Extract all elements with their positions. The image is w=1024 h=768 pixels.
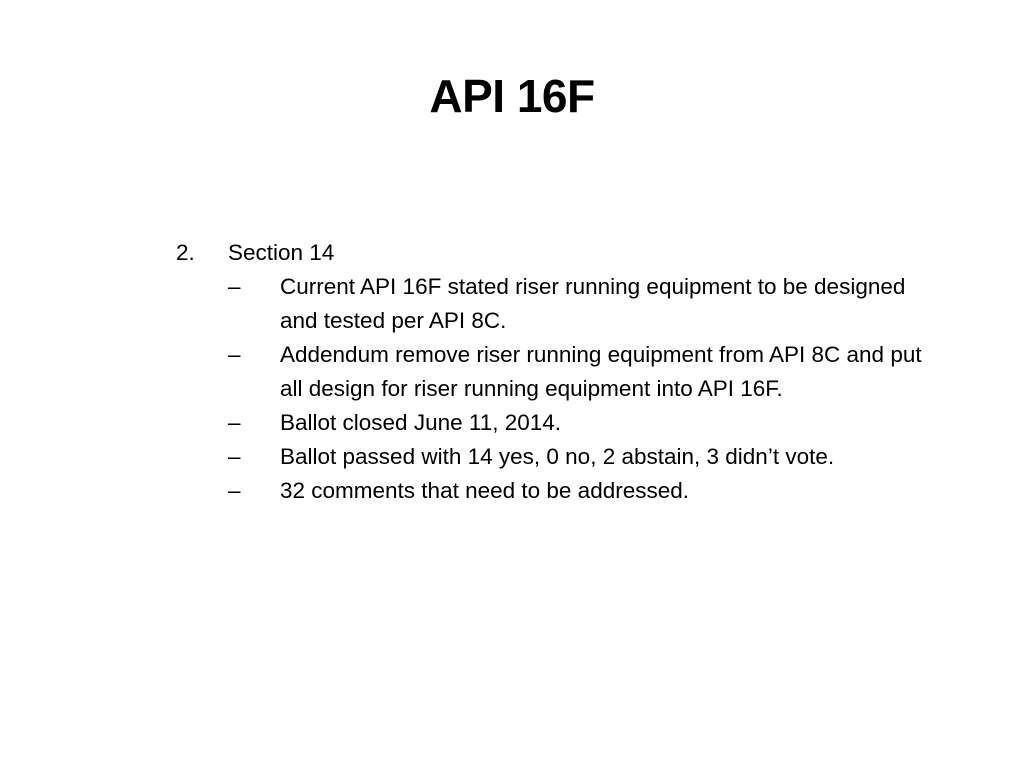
sub-bullet-item: [176, 440, 956, 474]
slide-body: [176, 236, 956, 508]
dash-bullet-icon: ‒: [228, 478, 241, 503]
item-number: 2.: [176, 240, 195, 265]
numbered-item-section-14: [176, 236, 956, 270]
dash-bullet-icon: ‒: [228, 410, 241, 435]
sub-bullet-item: [176, 406, 956, 440]
dash-bullet-icon: ‒: [228, 342, 241, 367]
dash-bullet-icon: ‒: [228, 274, 241, 299]
sub-bullet-text: 32 comments that need to be addressed.: [280, 478, 690, 503]
sub-bullet-text: Addendum remove riser running equipment from API 8C and put all design for riser running equipment into API 16F.: [280, 342, 922, 401]
sub-bullet-text: Current API 16F stated riser running equipment to be designed and tested per API 8C.: [280, 274, 906, 333]
sub-bullet-text: Ballot closed June 11, 2014.: [280, 410, 562, 435]
sub-bullet-item: [176, 338, 956, 406]
sub-bullet-item: [176, 474, 956, 508]
dash-bullet-icon: ‒: [228, 444, 241, 469]
item-heading: Section 14: [228, 240, 335, 265]
sub-bullet-text: Ballot passed with 14 yes, 0 no, 2 abstain, 3 didn’t vote.: [280, 444, 835, 469]
slide-title: API 16F: [429, 70, 595, 122]
sub-bullet-item: [176, 270, 956, 338]
sub-bullet-list: [176, 270, 956, 508]
